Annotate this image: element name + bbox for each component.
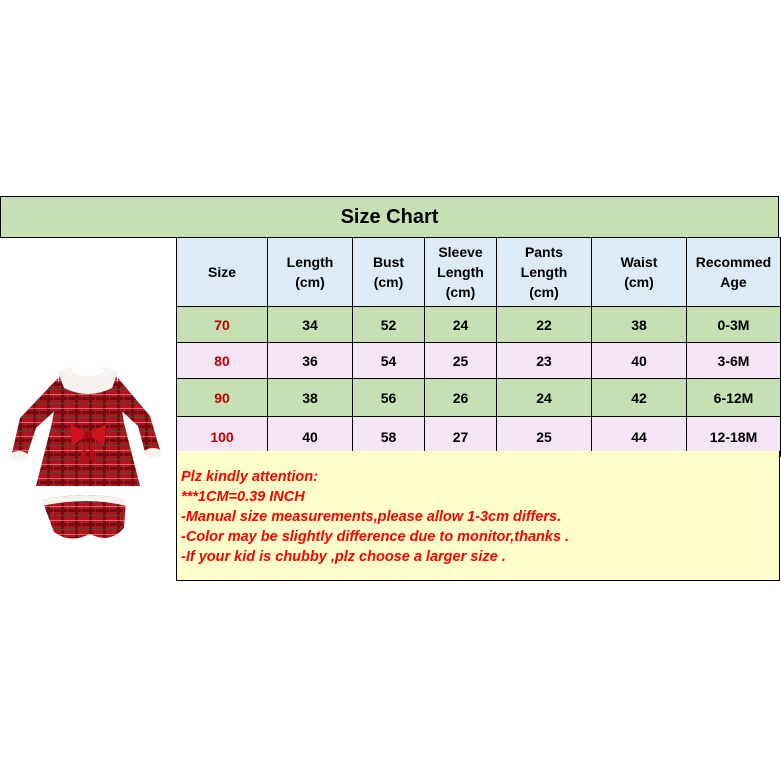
waist-cell: 44: [592, 417, 687, 457]
header-size: Size: [177, 238, 268, 307]
chart-title: Size Chart: [0, 196, 779, 238]
waist-cell: 40: [592, 343, 687, 379]
bust-cell: 58: [353, 417, 425, 457]
header-length: Length (cm): [268, 238, 353, 307]
size-table: [176, 237, 781, 457]
product-image: [0, 238, 177, 585]
length-cell: 38: [268, 379, 353, 417]
bust-cell: 56: [353, 379, 425, 417]
table-row: [177, 343, 781, 379]
length-cell: 40: [268, 417, 353, 457]
size-cell: 100: [177, 417, 268, 457]
sleeve-cell: 27: [425, 417, 497, 457]
bust-cell: 54: [353, 343, 425, 379]
length-cell: 34: [268, 307, 353, 343]
header-pants-length: Pants Length (cm): [497, 238, 592, 307]
age-cell: 12-18M: [687, 417, 781, 457]
bust-cell: 52: [353, 307, 425, 343]
size-cell: 70: [177, 307, 268, 343]
pants-cell: 23: [497, 343, 592, 379]
table-row: [177, 379, 781, 417]
age-cell: 0-3M: [687, 307, 781, 343]
notes-box: [176, 451, 780, 581]
sleeve-cell: 24: [425, 307, 497, 343]
note-line: -If your kid is chubby ,plz choose a larger size .: [181, 549, 506, 565]
waist-cell: 38: [592, 307, 687, 343]
pants-cell: 22: [497, 307, 592, 343]
header-row: [177, 238, 781, 307]
note-line: -Color may be slightly difference due to monitor,thanks .: [181, 529, 570, 545]
header-age: Recommed Age: [687, 238, 781, 307]
note-line: ***1CM=0.39 INCH: [181, 489, 305, 505]
size-chart: [0, 196, 781, 585]
size-cell: 90: [177, 379, 268, 417]
header-sleeve-length: Sleeve Length (cm): [425, 238, 497, 307]
table-row: [177, 307, 781, 343]
header-waist: Waist (cm): [592, 238, 687, 307]
pants-cell: 24: [497, 379, 592, 417]
pants-cell: 25: [497, 417, 592, 457]
note-line: -Manual size measurements,please allow 1-3cm differs.: [181, 509, 562, 525]
age-cell: 6-12M: [687, 379, 781, 417]
age-cell: 3-6M: [687, 343, 781, 379]
note-line: Plz kindly attention:: [181, 469, 318, 485]
waist-cell: 42: [592, 379, 687, 417]
size-cell: 80: [177, 343, 268, 379]
header-bust: Bust (cm): [353, 238, 425, 307]
sleeve-cell: 25: [425, 343, 497, 379]
sleeve-cell: 26: [425, 379, 497, 417]
plaid-dress-illustration: [0, 238, 177, 585]
length-cell: 36: [268, 343, 353, 379]
